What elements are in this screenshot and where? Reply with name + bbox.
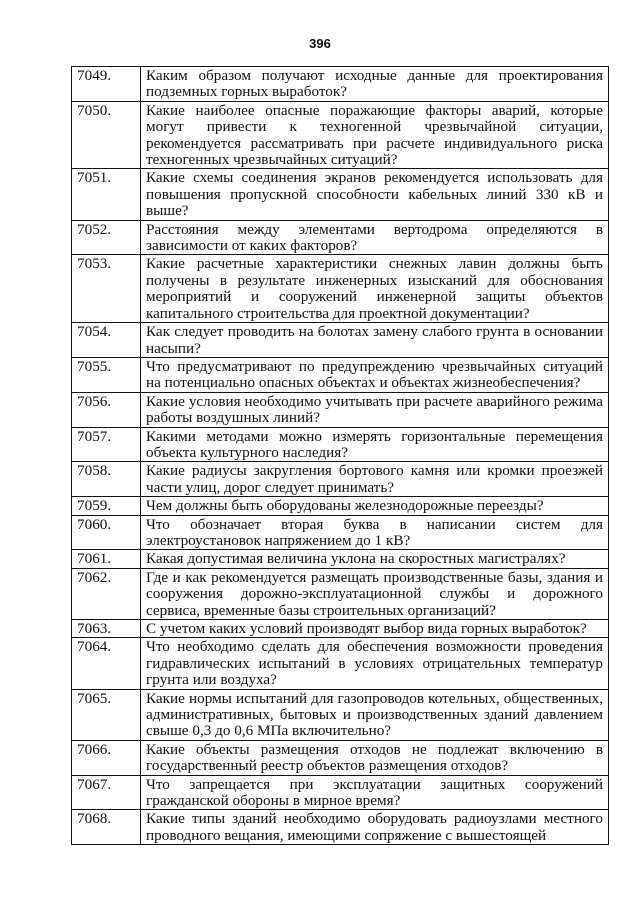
table-row	[72, 638, 609, 689]
table-row	[72, 427, 609, 462]
question-text: Какими методами можно измерять горизонтальные перемещения объекта культурного наследия?	[141, 427, 609, 462]
question-text: Что запрещается при эксплуатации защитных сооружений гражданской обороны в мирное время?	[141, 775, 609, 810]
question-text: Какая допустимая величина уклона на скоростных магистралях?	[141, 550, 609, 568]
table-row	[72, 323, 609, 358]
table-row	[72, 568, 609, 619]
question-number: 7062.	[72, 568, 141, 619]
question-text: Что необходимо сделать для обеспечения возможности проведения гидравлических испытаний в условиях отрицательных температур грунта или воздуха?	[141, 638, 609, 689]
question-number: 7050.	[72, 101, 141, 169]
table-row	[72, 220, 609, 255]
table-row	[72, 810, 609, 845]
question-text: Какие условия необходимо учитывать при расчете аварийного режима работы воздушных линий?	[141, 392, 609, 427]
table-row	[72, 689, 609, 740]
table-row	[72, 255, 609, 323]
table-row	[72, 67, 609, 102]
question-number: 7051.	[72, 169, 141, 220]
question-text: Какие нормы испытаний для газопроводов котельных, общественных, административных, бытовых и производственных зданий давлением свыше 0,3 до 0,6 МПа включительно?	[141, 689, 609, 740]
question-number: 7059.	[72, 497, 141, 515]
table-row	[72, 392, 609, 427]
question-number: 7063.	[72, 620, 141, 638]
question-number: 7058.	[72, 462, 141, 497]
question-text: Какие радиусы закругления бортового камня или кромки проезжей части улиц, дорог следует принимать?	[141, 462, 609, 497]
table-row	[72, 550, 609, 568]
question-number: 7064.	[72, 638, 141, 689]
table-row	[72, 515, 609, 550]
table-row	[72, 169, 609, 220]
question-text: Что предусматривают по предупреждению чрезвычайных ситуаций на потенциально опасных объектах и объектах жизнеобеспечения?	[141, 357, 609, 392]
question-text: Какие типы зданий необходимо оборудовать радиоузлами местного проводного вещания, имеющими сопряжение с вышестоящей	[141, 810, 609, 845]
question-number: 7056.	[72, 392, 141, 427]
table-row	[72, 497, 609, 515]
question-text: Какие объекты размещения отходов не подлежат включению в государственный реестр объектов размещения отходов?	[141, 740, 609, 775]
table-row	[72, 101, 609, 169]
question-number: 7053.	[72, 255, 141, 323]
question-number: 7057.	[72, 427, 141, 462]
question-number: 7068.	[72, 810, 141, 845]
question-text: Что обозначает вторая буква в написании систем для электроустановок напряжением до 1 кВ?	[141, 515, 609, 550]
table-row	[72, 357, 609, 392]
question-number: 7066.	[72, 740, 141, 775]
question-text: Где и как рекомендуется размещать производственные базы, здания и сооружения дорожно-эксплуатационной службы и дорожного сервиса, временные базы строительных организаций?	[141, 568, 609, 619]
question-number: 7065.	[72, 689, 141, 740]
question-text: Какие наиболее опасные поражающие факторы аварий, которые могут привести к техногенной чрезвычайной ситуации, рекомендуется рассматривать при расчете индивидуального риска техногенных чрезвычайных ситуаций?	[141, 101, 609, 169]
question-text: Какие схемы соединения экранов рекомендуется использовать для повышения пропускной способности кабельных линий 330 кВ и выше?	[141, 169, 609, 220]
question-text: Расстояния между элементами вертодрома определяются в зависимости от каких факторов?	[141, 220, 609, 255]
question-number: 7055.	[72, 357, 141, 392]
table-row	[72, 620, 609, 638]
question-text: С учетом каких условий производят выбор вида горных выработок?	[141, 620, 609, 638]
question-text: Как следует проводить на болотах замену слабого грунта в основании насыпи?	[141, 323, 609, 358]
question-text: Каким образом получают исходные данные для проектирования подземных горных выработок?	[141, 67, 609, 102]
question-text: Чем должны быть оборудованы железнодорожные переезды?	[141, 497, 609, 515]
question-number: 7067.	[72, 775, 141, 810]
question-number: 7061.	[72, 550, 141, 568]
table-row	[72, 775, 609, 810]
question-number: 7060.	[72, 515, 141, 550]
questions-table	[71, 66, 609, 845]
table-row	[72, 462, 609, 497]
question-number: 7054.	[72, 323, 141, 358]
question-text: Какие расчетные характеристики снежных лавин должны быть получены в результате инженерных изысканий для обоснования мероприятий и сооружений инженерной защиты объектов капитального строительства для проектной документации?	[141, 255, 609, 323]
table-row	[72, 740, 609, 775]
question-number: 7049.	[72, 67, 141, 102]
page-number: 396	[309, 36, 331, 51]
question-number: 7052.	[72, 220, 141, 255]
